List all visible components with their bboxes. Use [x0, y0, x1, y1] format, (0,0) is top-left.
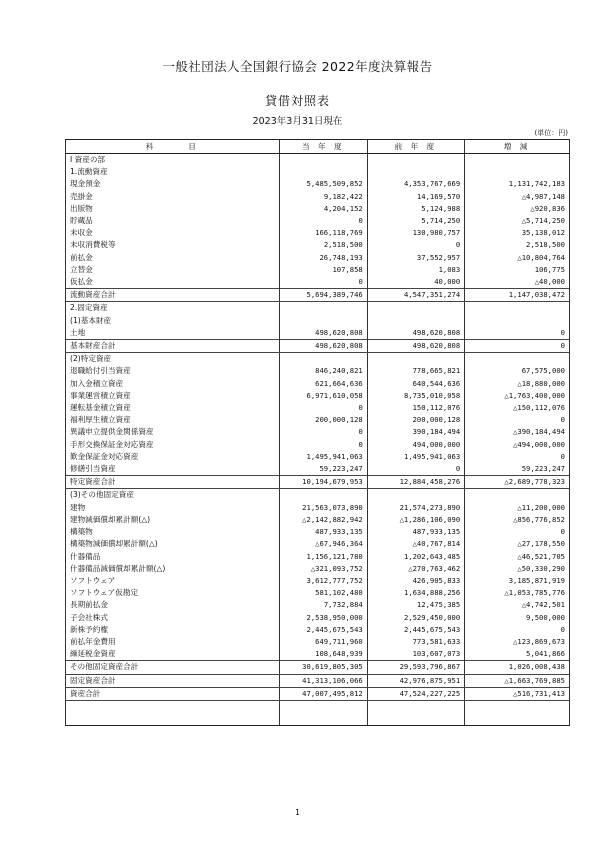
account-label: 未収金 — [66, 227, 280, 239]
table-row — [66, 166, 570, 178]
table-header-row — [66, 140, 570, 154]
previous-year-amount: 2,445,675,543 — [367, 624, 464, 636]
table-row — [66, 463, 570, 476]
account-label: 歎金保証金対応資産 — [66, 451, 280, 463]
table-row-total — [66, 674, 570, 687]
current-year-amount: 30,619,805,305 — [279, 661, 367, 674]
page-number: 1 — [295, 808, 300, 817]
change-amount: △4,987,148 — [465, 191, 570, 203]
change-amount — [465, 315, 570, 327]
current-year-amount: 1,156,121,780 — [279, 551, 367, 563]
table-row — [66, 264, 570, 276]
change-amount: △1,763,400,000 — [465, 390, 570, 402]
account-label: 土地 — [66, 327, 280, 340]
current-year-amount: 2,518,500 — [279, 239, 367, 251]
table-row — [66, 599, 570, 611]
table-row — [66, 315, 570, 327]
current-year-amount: △321,093,752 — [279, 563, 367, 575]
table-row-total — [66, 340, 570, 353]
change-amount: △40,000 — [465, 276, 570, 289]
table-row — [66, 451, 570, 463]
table-row — [66, 378, 570, 390]
change-amount: △123,869,673 — [465, 636, 570, 648]
table-row — [66, 327, 570, 340]
account-label: 前払年金費用 — [66, 636, 280, 648]
table-row — [66, 575, 570, 587]
previous-year-amount: 640,544,636 — [367, 378, 464, 390]
account-label: 流動資産合計 — [66, 289, 280, 302]
table-row — [66, 624, 570, 636]
table-row — [66, 612, 570, 624]
table-row — [66, 353, 570, 366]
change-amount: △18,880,000 — [465, 378, 570, 390]
account-label: 構築物減価償却累計額(△) — [66, 538, 280, 550]
account-label: 構築物 — [66, 526, 280, 538]
previous-year-amount: 12,884,458,276 — [367, 476, 464, 489]
table-row-total — [66, 661, 570, 674]
account-label: 前払金 — [66, 252, 280, 264]
previous-year-amount: 1,634,888,256 — [367, 587, 464, 599]
current-year-amount — [279, 154, 367, 167]
change-amount: △5,714,250 — [465, 215, 570, 227]
account-label: 特定資産合計 — [66, 476, 280, 489]
previous-year-amount — [367, 166, 464, 178]
current-year-amount: 2,445,675,543 — [279, 624, 367, 636]
account-label: 建物減価償却累計額(△) — [66, 514, 280, 526]
previous-year-amount: 778,665,821 — [367, 365, 464, 377]
previous-year-amount — [367, 302, 464, 315]
change-amount: △494,000,000 — [465, 439, 570, 451]
table-row — [66, 713, 570, 726]
table-row — [66, 526, 570, 538]
change-amount: 1,026,008,438 — [465, 661, 570, 674]
previous-year-amount: 5,124,988 — [367, 203, 464, 215]
current-year-amount — [279, 315, 367, 327]
current-year-amount: 846,240,821 — [279, 365, 367, 377]
current-year-amount: 7,732,884 — [279, 599, 367, 611]
change-amount: 0 — [465, 327, 570, 340]
account-label: 売掛金 — [66, 191, 280, 203]
table-row — [66, 439, 570, 451]
previous-year-amount — [367, 489, 464, 502]
previous-year-amount — [367, 315, 464, 327]
table-row — [66, 502, 570, 514]
table-row — [66, 514, 570, 526]
change-amount: △10,804,764 — [465, 252, 570, 264]
current-year-amount — [279, 700, 367, 713]
account-label — [66, 700, 280, 713]
previous-year-amount: 5,714,250 — [367, 215, 464, 227]
change-amount: △4,742,501 — [465, 599, 570, 611]
change-amount: △11,200,000 — [465, 502, 570, 514]
previous-year-amount: 494,000,000 — [367, 439, 464, 451]
table-row — [66, 402, 570, 414]
column-header-change: 増 減 — [465, 140, 570, 154]
table-row — [66, 426, 570, 438]
account-label: 資産合計 — [66, 687, 280, 700]
account-label: 子会社株式 — [66, 612, 280, 624]
account-label: 2.固定資産 — [66, 302, 280, 315]
current-year-amount: 166,118,769 — [279, 227, 367, 239]
current-year-amount — [279, 353, 367, 366]
current-year-amount: 9,182,422 — [279, 191, 367, 203]
change-amount: △46,521,705 — [465, 551, 570, 563]
current-year-amount: 0 — [279, 439, 367, 451]
account-label: 加入金積立資産 — [66, 378, 280, 390]
previous-year-amount: 150,112,076 — [367, 402, 464, 414]
change-amount: △856,776,852 — [465, 514, 570, 526]
account-label: 立替金 — [66, 264, 280, 276]
change-amount — [465, 166, 570, 178]
column-header-current-year: 当 年 度 — [279, 140, 367, 154]
previous-year-amount: 37,552,957 — [367, 252, 464, 264]
account-label: 異議申立提供金関係資産 — [66, 426, 280, 438]
change-amount: △50,330,290 — [465, 563, 570, 575]
change-amount: △390,184,494 — [465, 426, 570, 438]
current-year-amount: 0 — [279, 402, 367, 414]
previous-year-amount: 21,574,273,890 — [367, 502, 464, 514]
unit-note: (単位：円) — [534, 129, 568, 137]
previous-year-amount: △40,767,814 — [367, 538, 464, 550]
current-year-amount: 5,694,389,746 — [279, 289, 367, 302]
change-amount: 3,185,871,919 — [465, 575, 570, 587]
change-amount: 1,131,742,183 — [465, 178, 570, 190]
current-year-amount: 621,664,636 — [279, 378, 367, 390]
previous-year-amount: △270,763,462 — [367, 563, 464, 575]
account-label: ソフトウェア — [66, 575, 280, 587]
table-row — [66, 191, 570, 203]
account-label: 新株予約権 — [66, 624, 280, 636]
previous-year-amount: 390,184,494 — [367, 426, 464, 438]
previous-year-amount: 4,353,767,669 — [367, 178, 464, 190]
table-row — [66, 215, 570, 227]
current-year-amount: 498,620,808 — [279, 327, 367, 340]
previous-year-amount: 773,581,633 — [367, 636, 464, 648]
previous-year-amount — [367, 700, 464, 713]
current-year-amount: 108,648,939 — [279, 648, 367, 661]
current-year-amount: 107,858 — [279, 264, 367, 276]
change-amount: △2,689,778,323 — [465, 476, 570, 489]
account-label: 福利厚生積立資産 — [66, 414, 280, 426]
organization-title: 一般社団法人全国銀行協会 2022年度決算報告 — [162, 59, 433, 74]
previous-year-amount: 12,475,385 — [367, 599, 464, 611]
previous-year-amount: 1,495,941,063 — [367, 451, 464, 463]
table-row — [66, 154, 570, 167]
account-label: Ⅰ 資産の部 — [66, 154, 280, 167]
change-amount: △27,178,550 — [465, 538, 570, 550]
account-label: 繰延税金資産 — [66, 648, 280, 661]
account-label: 什器備品 — [66, 551, 280, 563]
table-row-total — [66, 476, 570, 489]
account-label: 什器備品減価償却累計額(△) — [66, 563, 280, 575]
current-year-amount: 26,748,193 — [279, 252, 367, 264]
current-year-amount — [279, 302, 367, 315]
column-header-account: 科 目 — [66, 140, 280, 154]
previous-year-amount: 2,529,450,000 — [367, 612, 464, 624]
current-year-amount — [279, 166, 367, 178]
account-label: 貯蔵品 — [66, 215, 280, 227]
current-year-amount: 581,102,480 — [279, 587, 367, 599]
account-label: 手形交換保証金対応資産 — [66, 439, 280, 451]
account-label: 基本財産合計 — [66, 340, 280, 353]
account-label: 建物 — [66, 502, 280, 514]
table-row — [66, 390, 570, 402]
change-amount: 0 — [465, 414, 570, 426]
current-year-amount: △2,142,882,942 — [279, 514, 367, 526]
previous-year-amount: 29,593,796,867 — [367, 661, 464, 674]
account-label: 1.流動資産 — [66, 166, 280, 178]
previous-year-amount: 4,547,351,274 — [367, 289, 464, 302]
change-amount: 0 — [465, 451, 570, 463]
account-label: 運転基金積立資産 — [66, 402, 280, 414]
change-amount — [465, 302, 570, 315]
table-row — [66, 636, 570, 648]
change-amount: △150,112,076 — [465, 402, 570, 414]
account-label: 事業運営積立資産 — [66, 390, 280, 402]
account-label: (3)その他固定資産 — [66, 489, 280, 502]
previous-year-amount: 103,607,073 — [367, 648, 464, 661]
column-header-previous-year: 前 年 度 — [367, 140, 464, 154]
account-label: 長期前払金 — [66, 599, 280, 611]
previous-year-amount: 47,524,227,225 — [367, 687, 464, 700]
account-label — [66, 713, 280, 726]
account-label: その他固定資産合計 — [66, 661, 280, 674]
table-body — [66, 154, 570, 726]
change-amount: 1,147,038,472 — [465, 289, 570, 302]
change-amount — [465, 700, 570, 713]
change-amount: 35,138,012 — [465, 227, 570, 239]
current-year-amount: 47,007,495,812 — [279, 687, 367, 700]
document-title: 貸借対照表 — [264, 94, 330, 108]
account-label: 仮払金 — [66, 276, 280, 289]
previous-year-amount: 40,000 — [367, 276, 464, 289]
current-year-amount: 0 — [279, 215, 367, 227]
previous-year-amount: 42,976,875,951 — [367, 674, 464, 687]
change-amount: △516,731,413 — [465, 687, 570, 700]
table-row — [66, 551, 570, 563]
current-year-amount — [279, 489, 367, 502]
account-label: (2)特定資産 — [66, 353, 280, 366]
previous-year-amount: 0 — [367, 239, 464, 251]
table-row — [66, 489, 570, 502]
current-year-amount: △67,946,364 — [279, 538, 367, 550]
current-year-amount: 10,194,679,953 — [279, 476, 367, 489]
change-amount: 0 — [465, 340, 570, 353]
account-label: 修繕引当資産 — [66, 463, 280, 476]
account-label: 現金預金 — [66, 178, 280, 190]
change-amount: 0 — [465, 624, 570, 636]
table-row-total — [66, 687, 570, 700]
account-label: (1)基本財産 — [66, 315, 280, 327]
account-label: 未収消費税等 — [66, 239, 280, 251]
current-year-amount: 1,495,941,063 — [279, 451, 367, 463]
change-amount: △1,663,769,885 — [465, 674, 570, 687]
account-label: 出版物 — [66, 203, 280, 215]
table-row — [66, 700, 570, 713]
current-year-amount: 487,933,135 — [279, 526, 367, 538]
change-amount: 0 — [465, 526, 570, 538]
table-row — [66, 538, 570, 550]
current-year-amount: 6,971,610,058 — [279, 390, 367, 402]
table-row — [66, 178, 570, 190]
account-label: 退職給付引当資産 — [66, 365, 280, 377]
previous-year-amount: △1,286,106,090 — [367, 514, 464, 526]
current-year-amount: 498,620,808 — [279, 340, 367, 353]
account-label: 固定資産合計 — [66, 674, 280, 687]
previous-year-amount — [367, 713, 464, 726]
table-row — [66, 276, 570, 289]
previous-year-amount: 1,083 — [367, 264, 464, 276]
current-year-amount: 200,000,128 — [279, 414, 367, 426]
table-row — [66, 239, 570, 251]
change-amount: 67,575,000 — [465, 365, 570, 377]
current-year-amount — [279, 713, 367, 726]
change-amount: 9,500,000 — [465, 612, 570, 624]
current-year-amount: 2,538,950,000 — [279, 612, 367, 624]
current-year-amount: 0 — [279, 276, 367, 289]
table-row-total — [66, 289, 570, 302]
change-amount — [465, 154, 570, 167]
table-row — [66, 414, 570, 426]
previous-year-amount: 498,620,808 — [367, 327, 464, 340]
previous-year-amount: 0 — [367, 463, 464, 476]
change-amount: △1,053,785,776 — [465, 587, 570, 599]
previous-year-amount: 426,905,833 — [367, 575, 464, 587]
change-amount: △920,836 — [465, 203, 570, 215]
as-of-date: 2023年3月31日現在 — [252, 116, 343, 127]
previous-year-amount: 14,169,570 — [367, 191, 464, 203]
table-row — [66, 227, 570, 239]
current-year-amount: 649,711,960 — [279, 636, 367, 648]
change-amount — [465, 353, 570, 366]
current-year-amount: 0 — [279, 426, 367, 438]
previous-year-amount — [367, 353, 464, 366]
table-row — [66, 587, 570, 599]
current-year-amount: 5,485,509,852 — [279, 178, 367, 190]
previous-year-amount: 498,620,808 — [367, 340, 464, 353]
table-row — [66, 365, 570, 377]
current-year-amount: 59,223,247 — [279, 463, 367, 476]
table-row — [66, 203, 570, 215]
table-row — [66, 252, 570, 264]
change-amount — [465, 489, 570, 502]
current-year-amount: 4,204,152 — [279, 203, 367, 215]
table-row — [66, 302, 570, 315]
current-year-amount: 21,563,073,890 — [279, 502, 367, 514]
previous-year-amount: 8,735,010,058 — [367, 390, 464, 402]
balance-sheet-table — [65, 139, 570, 726]
previous-year-amount: 130,980,757 — [367, 227, 464, 239]
previous-year-amount — [367, 154, 464, 167]
change-amount: 2,518,500 — [465, 239, 570, 251]
previous-year-amount: 487,933,135 — [367, 526, 464, 538]
change-amount: 106,775 — [465, 264, 570, 276]
table-row — [66, 563, 570, 575]
change-amount: 59,223,247 — [465, 463, 570, 476]
previous-year-amount: 1,202,643,485 — [367, 551, 464, 563]
account-label: ソフトウェア仮勘定 — [66, 587, 280, 599]
table-row — [66, 648, 570, 661]
change-amount — [465, 713, 570, 726]
previous-year-amount: 200,000,128 — [367, 414, 464, 426]
current-year-amount: 41,313,106,066 — [279, 674, 367, 687]
current-year-amount: 3,612,777,752 — [279, 575, 367, 587]
change-amount: 5,041,866 — [465, 648, 570, 661]
